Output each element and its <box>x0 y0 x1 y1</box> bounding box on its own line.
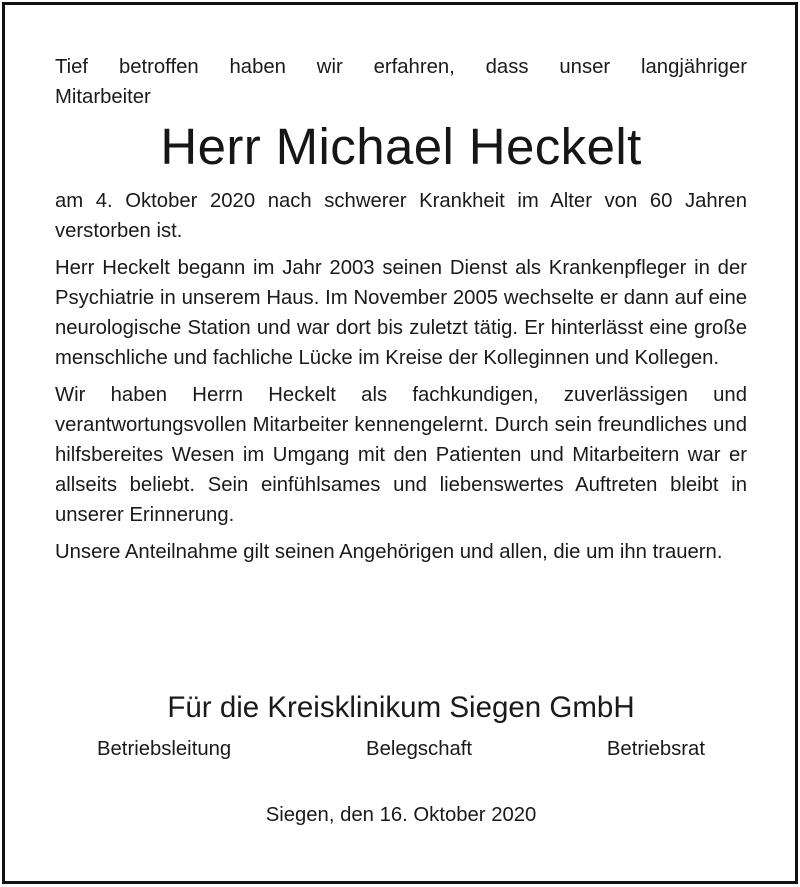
paragraph-career: Herr Heckelt begann im Jahr 2003 seinen Dienst als Krankenpfleger in der Psychiatrie in unserem Haus. Im November 2005 wechselte er dann auf eine neurologische Station und war dort bis zuletzt tätig. Er hinterlässt eine große menschliche und fachliche Lücke im Kreise der Kolleginnen und Kollegen. <box>55 257 747 369</box>
intro-text <box>55 52 747 112</box>
signer-works-council: Betriebsrat <box>606 738 705 760</box>
paragraph-death: am 4. Oktober 2020 nach schwerer Krankheit im Alter von 60 Jahren verstorben ist. <box>55 190 747 242</box>
signature-block <box>55 688 747 764</box>
signers-row <box>97 734 705 764</box>
notice-body <box>55 52 747 567</box>
paragraph-character: Wir haben Herrn Heckelt als fachkundigen, zuverlässigen und verantwortungsvollen Mitarbeiter kennengelernt. Durch sein freundliches und hilfsbereites Wesen im Umgang mit den Patienten und Mitarbeitern war er allseits beliebt. Sein einfühlsames und liebenswertes Auftreten bleibt in unserer Erinnerung. <box>55 384 747 526</box>
signer-management: Betriebsleitung <box>97 738 232 760</box>
intro-line-2: Mitarbeiter <box>55 86 151 108</box>
signer-staff: Belegschaft <box>366 738 473 760</box>
company-name: Für die Kreisklinikum Siegen GmbH <box>167 691 635 724</box>
paragraph-condolence: Unsere Anteilnahme gilt seinen Angehörigen und allen, die um ihn trauern. <box>55 541 723 563</box>
place-date: Siegen, den 16. Oktober 2020 <box>265 804 537 826</box>
deceased-name: Herr Michael Heckelt <box>160 118 642 175</box>
intro-line-1: Tief betroffen haben wir erfahren, dass unser langjähriger <box>55 56 747 78</box>
